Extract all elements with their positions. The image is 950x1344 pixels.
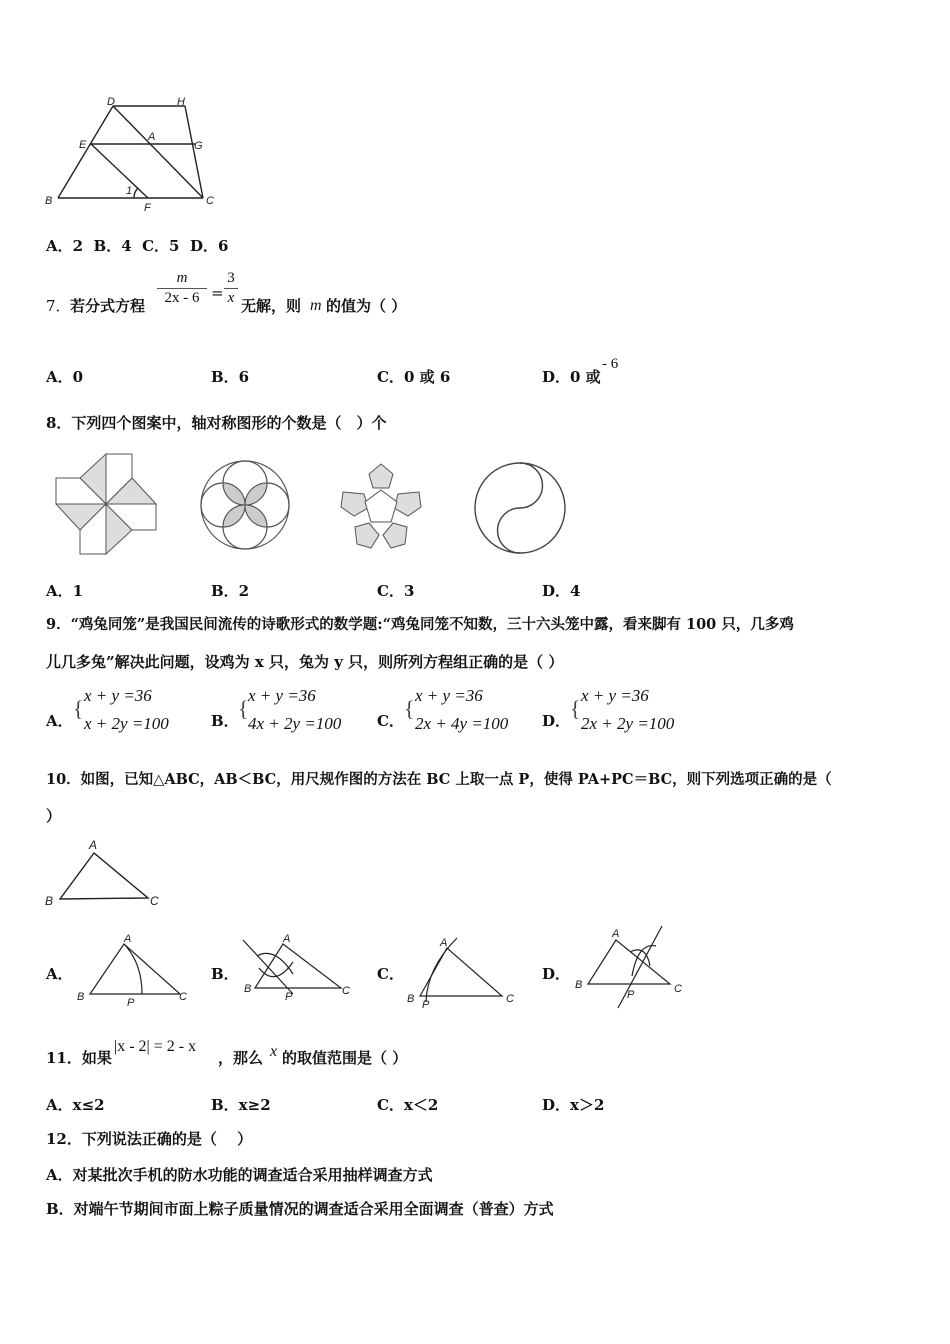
q9-option-a-eq1: x + y =36 [84, 686, 152, 705]
q11-number: 11．如果 [46, 1049, 112, 1067]
label-G: G [194, 140, 203, 152]
q7-number: 7． [46, 297, 71, 315]
q9-option-c-eq2: 2x + 4y =100 [415, 714, 509, 733]
four-petal-circle-figure [198, 458, 292, 552]
pentagon-ring-figure [335, 460, 427, 552]
label-H: H [177, 96, 185, 108]
q9-option-b-label: B． [211, 712, 239, 730]
svg-text:C: C [179, 991, 187, 1003]
q9-option-d-brace: { [570, 696, 581, 721]
q6-option-a: A．2 [46, 237, 84, 255]
q11-var-x: x [270, 1043, 278, 1060]
q9-option-b-eq1: x + y =36 [248, 686, 316, 705]
q10-label-B: B [45, 894, 54, 908]
svg-text:C: C [674, 983, 682, 995]
q7-equals: = [211, 284, 224, 302]
q9-option-c-label: C． [377, 712, 404, 730]
q11-option-d: D．x＞2 [542, 1096, 605, 1114]
q7-fraction-2: 3 x [224, 270, 238, 307]
svg-text:P: P [285, 991, 293, 1003]
q9-option-d-eq1: x + y =36 [581, 686, 649, 705]
q10-question-line1: 10．如图，已知△ABC，AB＜BC，用尺规作图的方法在 BC 上取一点 P，使得 PA+PC＝BC，则下列选项正确的是（ [46, 771, 832, 788]
label-D: D [107, 96, 115, 108]
q10-option-d-figure [570, 922, 695, 1010]
svg-text:C: C [506, 993, 514, 1005]
q9-option-b-eq2: 4x + 2y =100 [248, 714, 342, 733]
svg-text:A: A [283, 933, 291, 945]
q7-option-c: C．0 或 6 [377, 368, 451, 386]
q9-option-a-system [84, 682, 169, 738]
q6-option-b: B．4 [93, 237, 132, 255]
q6-option-c: C．5 [142, 237, 180, 255]
q7-option-d-value: - 6 [602, 356, 619, 372]
q10-option-a-figure [72, 928, 197, 1010]
q10-option-c-label: C． [377, 965, 404, 983]
q7-fraction-1: m 2x - 6 [157, 270, 207, 307]
q9-option-b-system [248, 682, 341, 738]
q9-option-b-brace: { [238, 696, 249, 721]
label-F: F [144, 202, 151, 214]
q6-options [46, 237, 228, 255]
svg-text:A: A [612, 928, 620, 940]
q9-option-a-brace: { [73, 696, 84, 721]
q10-option-b-label: B． [211, 965, 239, 983]
q8-option-a: A．1 [46, 582, 84, 600]
q11-suffix: 的取值范围是（ ） [282, 1049, 408, 1067]
trapezoid-figure [40, 92, 230, 217]
svg-text:B: B [575, 979, 583, 991]
q9-option-d-eq2: 2x + 2y =100 [581, 714, 675, 733]
q9-question-line2: 儿几多兔”解决此问题，设鸡为 x 只，兔为 y 只，则所列方程组正确的是（ ） [46, 653, 564, 671]
q9-option-d-system [581, 682, 674, 738]
q11-option-c: C．x＜2 [377, 1096, 439, 1114]
svg-text:P: P [127, 997, 135, 1009]
q11-mid: ，那么 [218, 1049, 264, 1067]
q10-label-C: C [150, 894, 159, 908]
q9-option-c-brace: { [404, 696, 415, 721]
q10-option-b-figure [235, 926, 360, 1008]
q11-option-b: B．x≥2 [211, 1096, 271, 1114]
q10-option-a-label: A． [46, 965, 73, 983]
q12-option-b: B．对端午节期间市面上粽子质量情况的调查适合采用全面调查（普查）方式 [46, 1200, 554, 1218]
q7-suffix-2: 的值为（ ） [326, 297, 407, 315]
q8-option-b: B．2 [211, 582, 250, 600]
q10-option-c-figure [402, 928, 527, 1010]
q10-label-A: A [89, 838, 98, 852]
label-A: A [148, 131, 156, 143]
svg-text:B: B [244, 983, 252, 995]
label-1: 1 [126, 185, 133, 197]
q7-option-a: A．0 [46, 368, 84, 386]
svg-text:B: B [407, 993, 415, 1005]
s-curve-circle-figure [472, 460, 568, 556]
label-C: C [206, 195, 214, 207]
q9-option-a-eq2: x + 2y =100 [84, 714, 169, 733]
q7-suffix-1: 无解，则 [241, 297, 302, 315]
q9-question-line1: 9．“鸡兔同笼”是我国民间流传的诗歌形式的数学题:“鸡兔同笼不知数，三十六头笼中露，看来脚有 100 只，几多鸡 [46, 616, 794, 633]
q12-question: 12．下列说法正确的是（ ） [46, 1130, 253, 1148]
q7-var-m: m [310, 297, 322, 314]
svg-text:P: P [627, 989, 635, 1001]
q6-option-d: D．6 [189, 237, 229, 255]
q7-option-b: B．6 [211, 368, 250, 386]
q8-option-d: D．4 [542, 582, 581, 600]
q10-question-line2: ） [46, 807, 62, 825]
label-E: E [79, 139, 87, 151]
q9-option-a-label: A． [46, 712, 73, 730]
svg-text:B: B [77, 991, 85, 1003]
q11-expression: |x - 2| = 2 - x [114, 1038, 197, 1055]
q10-option-d-label: D． [542, 965, 571, 983]
label-B: B [45, 195, 53, 207]
svg-text:A: A [440, 937, 448, 949]
q8-option-c: C．3 [377, 582, 415, 600]
q9-option-c-system [415, 682, 508, 738]
svg-text:C: C [342, 985, 350, 997]
svg-text:A: A [124, 933, 132, 945]
q11-option-a: A．x≤2 [46, 1096, 105, 1114]
svg-text:P: P [422, 999, 430, 1010]
q9-option-c-eq1: x + y =36 [415, 686, 483, 705]
q7-prefix: 若分式方程 [70, 297, 146, 315]
q8-question: 8．下列四个图案中，轴对称图形的个数是（ ）个 [46, 414, 387, 432]
q7-option-d: D．0 或 [542, 368, 601, 386]
triangle-abc-figure [40, 835, 170, 910]
q9-option-d-label: D． [542, 712, 571, 730]
pinwheel-figure [50, 448, 162, 560]
q12-option-a: A．对某批次手机的防水功能的调查适合采用抽样调查方式 [46, 1166, 433, 1184]
